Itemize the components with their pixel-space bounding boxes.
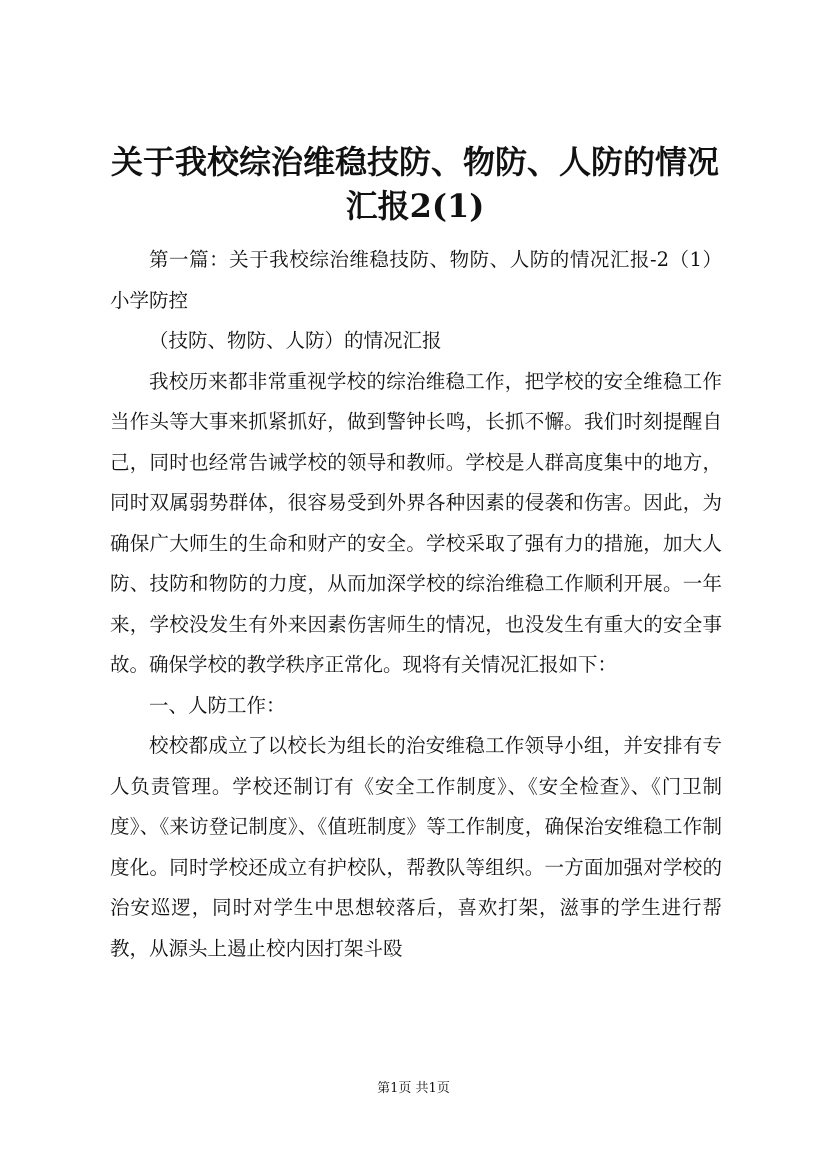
paragraph-section-body: 校校都成立了以校长为组长的治安维稳工作领导小组，并安排有专人负责管理。学校还制订有《安全工作制度》、《安全检查》、《门卫制度》、《来访登记制度》、《值班制度》等工作制度，确保治安维稳工作制度化。同时学校还成立有护校队，帮教队等组织。一方面加强对学校的治安巡逻，同时对学生中思想较落后，喜欢打架，滋事的学生进行帮教，从源头上遏止校内因打架斗殴 bbox=[110, 734, 722, 960]
paragraph-intro: 我校历来都非常重视学校的综治维稳工作，把学校的安全维稳工作当作头等大事来抓紧抓好，做到警钟长鸣，长抓不懈。我们时刻提醒自己，同时也经常告诫学校的领导和教师。学校是人群高度集中的地方，同时双属弱势群体，很容易受到外界各种因素的侵袭和伤害。因此，为确保广大师生的生命和财产的安全。学校采取了强有力的措施，加大人防、技防和物防的力度，从而加深学校的综治维稳工作顺利开展。一年来，学校没发生有外来因素伤害师生的情况，也没发生有重大的安全事故。确保学校的教学秩序正常化。现将有关情况汇报如下： bbox=[110, 369, 722, 676]
page-footer: 第1页 共1页 bbox=[377, 1081, 450, 1096]
document-title: 关于我校综治维稳技防、物防、人防的情况汇报2(1) bbox=[110, 143, 719, 225]
document-body bbox=[110, 240, 722, 969]
paragraph-subheading: （技防、物防、人防）的情况汇报 bbox=[149, 329, 442, 352]
paragraph-heading: 第一篇：关于我校综治维稳技防、物防、人防的情况汇报-2（1）小学防控 bbox=[110, 248, 722, 312]
section-heading: 一、人防工作： bbox=[149, 693, 286, 717]
